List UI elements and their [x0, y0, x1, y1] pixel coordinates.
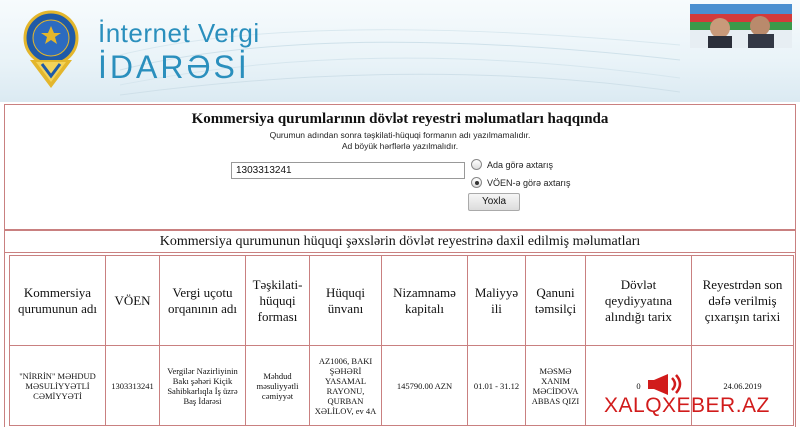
column-header-name: Kommersiya qurumunun adı	[10, 256, 106, 346]
brand-title-line2: İDARƏSİ	[98, 49, 250, 85]
cell-extract-date: 24.06.2019	[692, 346, 794, 426]
cell-address: AZ1006, BAKI ŞƏHƏRİ YASAMAL RAYONU, QURBAN XƏLİLOV, ev 4A	[310, 346, 382, 426]
brand-title-line1: İnternet Vergi	[98, 18, 260, 48]
cell-registration-date: 0	[586, 346, 692, 426]
radio-button-name[interactable]	[471, 159, 482, 170]
column-header-address: Hüquqi ünvanı	[310, 256, 382, 346]
cell-legal-form: Məhdud məsuliyyətli cəmiyyət	[246, 346, 310, 426]
column-header-registration-date: Dövlət qeydiyyatına alındığı tarix	[586, 256, 692, 346]
watermark	[604, 364, 800, 426]
results-title: Kommersiya qurumunun hüquqi şəxslərin dövlət reyestrinə daxil edilmiş məlumatları	[5, 231, 795, 253]
search-note-2: Ad böyük hərflərlə yazılmalıdır.	[341, 141, 459, 151]
column-header-voen: VÖEN	[106, 256, 160, 346]
site-brand[interactable]	[98, 18, 260, 84]
radio-button-voen[interactable]	[471, 177, 482, 188]
cell-fiscal-year: 01.01 - 31.12	[468, 346, 526, 426]
cell-representative: MƏSMƏ XANIM MƏCİDOVA ABBAS QIZI	[526, 346, 586, 426]
radio-search-by-name[interactable]	[471, 159, 553, 170]
search-panel	[4, 104, 796, 230]
voen-search-input[interactable]	[231, 162, 465, 179]
column-header-fiscal-year: Maliyyə ili	[468, 256, 526, 346]
table-header-row	[10, 256, 794, 346]
megaphone-icon	[646, 372, 686, 396]
column-header-tax-office: Vergi uçotu orqanının adı	[160, 256, 246, 346]
tax-ministry-emblem-icon[interactable]	[20, 8, 82, 90]
header-banner-image	[690, 4, 792, 48]
radio-search-by-voen-label: VÖEN-ə görə axtarış	[487, 177, 571, 188]
check-button[interactable]: Yoxla	[468, 193, 520, 211]
site-header	[0, 0, 800, 102]
column-header-representative: Qanuni təmsilçi	[526, 256, 586, 346]
cell-tax-office: Vergilər Nazirliyinin Bakı şəhəri Kiçik Sahibkarlıqla İş üzrə Baş İdarəsi	[160, 346, 246, 426]
watermark-text: XALQXEBER.AZ	[604, 394, 770, 417]
radio-search-by-name-label: Ada görə axtarış	[487, 159, 554, 170]
column-header-extract-date: Reyestrdən son dəfə verilmiş çıxarışın tarixi	[692, 256, 794, 346]
column-header-capital: Nizamnamə kapitalı	[382, 256, 468, 346]
cell-name: "NİRRİN" MƏHDUD MƏSULİYYƏTLİ CƏMİYYƏTİ	[10, 346, 106, 426]
radio-search-by-voen[interactable]	[471, 177, 571, 188]
search-note-1: Qurumun adından sonra təşkilati-hüquqi formanın adı yazılmamalıdır.	[269, 130, 531, 140]
column-header-legal-form: Təşkilati-hüquqi forması	[246, 256, 310, 346]
cell-voen: 1303313241	[106, 346, 160, 426]
cell-capital: 145790.00 AZN	[382, 346, 468, 426]
search-panel-title: Kommersiya qurumlarının dövlət reyestri məlumatları haqqında	[191, 111, 609, 127]
